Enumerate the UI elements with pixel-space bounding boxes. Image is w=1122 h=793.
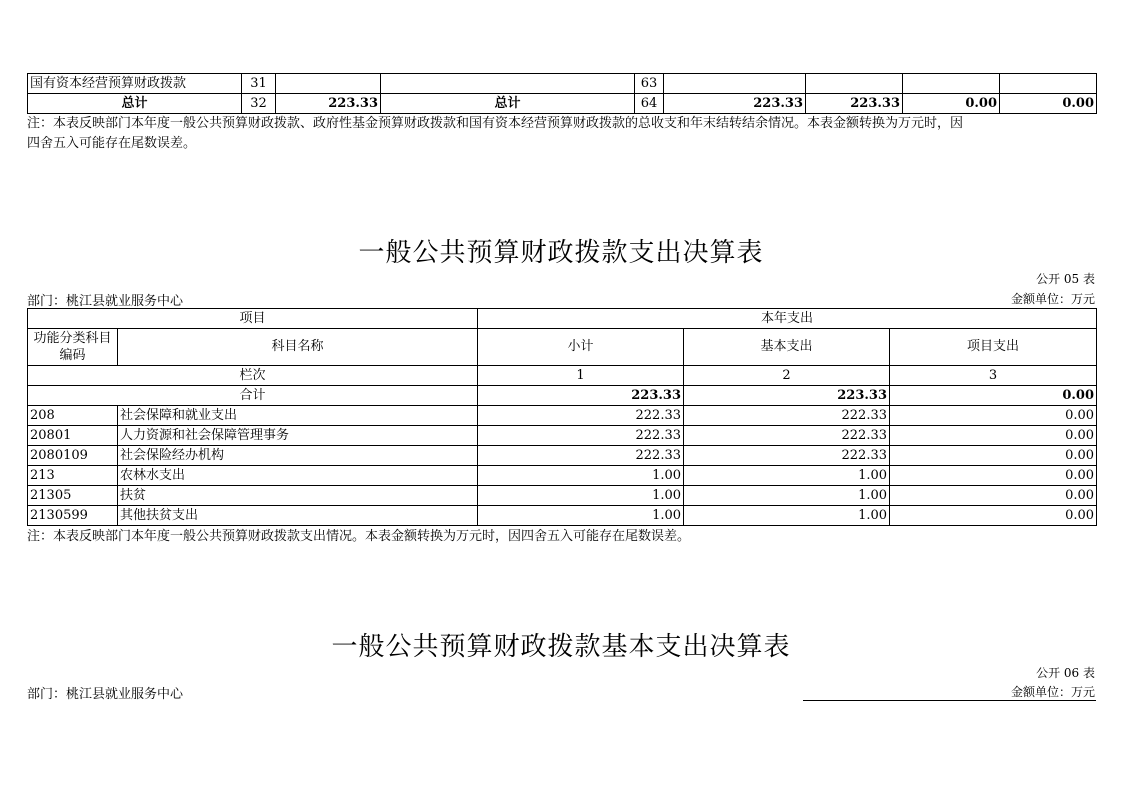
- total-basic: 223.33: [684, 386, 890, 406]
- total-item: 0.00: [890, 386, 1097, 406]
- header-project: 项目: [28, 309, 478, 329]
- cell-amount: 223.33: [276, 94, 381, 114]
- table-code-05: 公开 05 表: [1036, 272, 1095, 286]
- row-name: 社会保险经办机构: [118, 446, 478, 466]
- row-subtotal: 1.00: [478, 466, 684, 486]
- cell-amount: [903, 74, 1000, 94]
- table-row: [28, 446, 1097, 466]
- cell-lineno: 63: [635, 74, 664, 94]
- header-year-expense: 本年支出: [478, 309, 1097, 329]
- row-name: 农林水支出: [118, 466, 478, 486]
- row-basic: 222.33: [684, 426, 890, 446]
- row-code: 20801: [28, 426, 118, 446]
- header-code: 功能分类科目编码: [28, 329, 118, 366]
- cell-amount: 0.00: [903, 94, 1000, 114]
- row-code: 2130599: [28, 506, 118, 526]
- table-row: [28, 426, 1097, 446]
- cell-amount: 0.00: [1000, 94, 1097, 114]
- cell-amount: 223.33: [664, 94, 806, 114]
- top-table: [27, 73, 1097, 114]
- cell-amount: [1000, 74, 1097, 94]
- header-lanci: 栏次: [28, 366, 478, 386]
- row-code: 213: [28, 466, 118, 486]
- row-name: 其他扶贫支出: [118, 506, 478, 526]
- row-code: 21305: [28, 486, 118, 506]
- row-basic: 222.33: [684, 446, 890, 466]
- row-item: 0.00: [890, 466, 1097, 486]
- unit-label-06: 金额单位：万元: [1010, 685, 1095, 699]
- row-item: 0.00: [890, 406, 1097, 426]
- row-code: 208: [28, 406, 118, 426]
- col-number: 3: [890, 366, 1097, 386]
- row-basic: 222.33: [684, 406, 890, 426]
- dept-label-06: 部门：桃江县就业服务中心: [27, 687, 184, 702]
- cell-amount: [276, 74, 381, 94]
- total-label: 合计: [28, 386, 478, 406]
- row-item: 0.00: [890, 446, 1097, 466]
- table-row: [28, 94, 1097, 114]
- row-item: 0.00: [890, 486, 1097, 506]
- dept-label-05: 部门：桃江县就业服务中心: [27, 294, 184, 309]
- page-title-06: 一般公共预算财政拨款基本支出决算表: [331, 632, 791, 662]
- header-name: 科目名称: [118, 329, 478, 366]
- row-code: 2080109: [28, 446, 118, 466]
- table-row: [28, 74, 1097, 94]
- cell-amount: [806, 74, 903, 94]
- header-row: [28, 366, 1097, 386]
- row-basic: 1.00: [684, 506, 890, 526]
- total-row: [28, 386, 1097, 406]
- cell-total-label: 总计: [28, 94, 242, 114]
- header-row: [28, 329, 1097, 366]
- page-title-05: 一般公共预算财政拨款支出决算表: [358, 238, 764, 268]
- row-item: 0.00: [890, 506, 1097, 526]
- header-basic: 基本支出: [684, 329, 890, 366]
- cell-lineno: 32: [242, 94, 276, 114]
- cell-amount: 223.33: [806, 94, 903, 114]
- row-subtotal: 222.33: [478, 426, 684, 446]
- table-row: [28, 506, 1097, 526]
- table-top-rule: [803, 700, 1096, 701]
- table-code-06: 公开 06 表: [1036, 666, 1095, 680]
- table-row: [28, 466, 1097, 486]
- expense-table-05: [27, 308, 1097, 526]
- row-item: 0.00: [890, 426, 1097, 446]
- col-number: 2: [684, 366, 890, 386]
- table-row: [28, 486, 1097, 506]
- row-basic: 1.00: [684, 466, 890, 486]
- cell-label: 国有资本经营预算财政拨款: [28, 74, 242, 94]
- cell-lineno: 64: [635, 94, 664, 114]
- note-top-line2: 四舍五入可能存在尾数误差。: [27, 136, 197, 151]
- header-item: 项目支出: [890, 329, 1097, 366]
- row-name: 社会保障和就业支出: [118, 406, 478, 426]
- header-row: [28, 309, 1097, 329]
- cell-total-label: 总计: [381, 94, 635, 114]
- table-row: [28, 406, 1097, 426]
- cell-amount: [664, 74, 806, 94]
- row-name: 人力资源和社会保障管理事务: [118, 426, 478, 446]
- row-subtotal: 222.33: [478, 446, 684, 466]
- row-subtotal: 1.00: [478, 506, 684, 526]
- total-subtotal: 223.33: [478, 386, 684, 406]
- unit-label-05: 金额单位：万元: [1010, 292, 1095, 306]
- col-number: 1: [478, 366, 684, 386]
- row-subtotal: 222.33: [478, 406, 684, 426]
- cell-label: [381, 74, 635, 94]
- row-name: 扶贫: [118, 486, 478, 506]
- row-basic: 1.00: [684, 486, 890, 506]
- header-subtotal: 小计: [478, 329, 684, 366]
- cell-lineno: 31: [242, 74, 276, 94]
- row-subtotal: 1.00: [478, 486, 684, 506]
- note-05: 注：本表反映部门本年度一般公共预算财政拨款支出情况。本表金额转换为万元时，因四舍五入可能存在尾数误差。: [27, 529, 691, 544]
- note-top-line1: 注：本表反映部门本年度一般公共预算财政拨款、政府性基金预算财政拨款和国有资本经营预算财政拨款的总收支和年末结转结余情况。本表金额转换为万元时，因: [27, 116, 964, 131]
